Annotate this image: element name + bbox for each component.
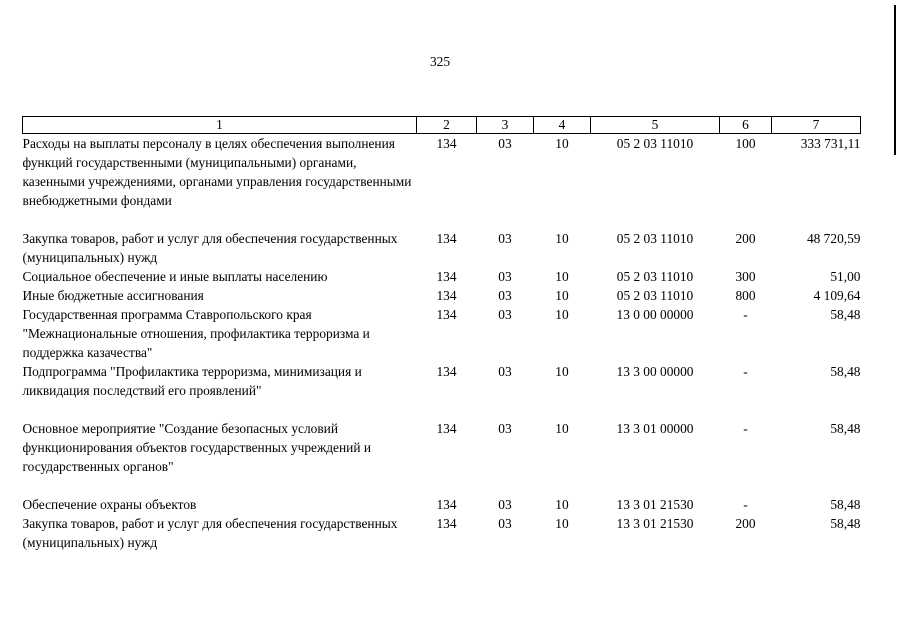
header-col-5: 5 <box>591 117 720 134</box>
table-body <box>23 134 861 553</box>
row-expense-type: 300 <box>735 269 756 284</box>
row-subsection-code: 10 <box>555 421 569 436</box>
row-ministry-code: 134 <box>436 307 457 322</box>
row-target-article: 13 3 01 21530 <box>616 497 694 512</box>
header-col-4: 4 <box>534 117 591 134</box>
row-section-code: 03 <box>498 231 512 246</box>
row-section-code: 03 <box>498 307 512 322</box>
row-expense-type: - <box>743 421 748 436</box>
row-name: Основное мероприятие "Создание безопасных условий функционирования объектов государственных учреждений и государственных органов" <box>22 421 372 474</box>
row-section-code: 03 <box>498 136 512 151</box>
row-amount: 51,00 <box>830 269 861 284</box>
row-name: Закупка товаров, работ и услуг для обеспечения государственных (муниципальных) нужд <box>22 231 398 265</box>
row-amount: 58,48 <box>830 421 861 436</box>
row-subsection-code: 10 <box>555 288 569 303</box>
row-expense-type: 100 <box>735 136 756 151</box>
row-subsection-code: 10 <box>555 516 569 531</box>
row-name: Расходы на выплаты персоналу в целях обеспечения выполнения функций государственными (муниципальными) органами, казенными учреждениями, органами управления государственными внебюджетными фондами <box>22 136 412 208</box>
table-row <box>23 305 861 362</box>
row-name: Подпрограмма "Профилактика терроризма, минимизация и ликвидация последствий его проявлений" <box>22 364 362 398</box>
table-row <box>23 267 861 286</box>
row-subsection-code: 10 <box>555 231 569 246</box>
row-name: Обеспечение охраны объектов <box>22 497 197 512</box>
row-amount: 333 731,11 <box>800 136 861 151</box>
row-section-code: 03 <box>498 497 512 512</box>
row-expense-type: 200 <box>735 231 756 246</box>
header-col-7: 7 <box>772 117 861 134</box>
table-row <box>23 419 861 476</box>
row-target-article: 13 3 01 21530 <box>616 516 694 531</box>
row-subsection-code: 10 <box>555 136 569 151</box>
row-ministry-code: 134 <box>436 364 457 379</box>
row-target-article: 05 2 03 11010 <box>616 231 694 246</box>
row-subsection-code: 10 <box>555 307 569 322</box>
row-ministry-code: 134 <box>436 421 457 436</box>
row-subsection-code: 10 <box>555 269 569 284</box>
row-name: Государственная программа Ставропольского края "Межнациональные отношения, профилактика терроризма и поддержка казачества" <box>22 307 370 360</box>
page-edge-line <box>894 5 896 155</box>
header-col-6: 6 <box>720 117 772 134</box>
row-amount: 58,48 <box>830 364 861 379</box>
row-ministry-code: 134 <box>436 288 457 303</box>
row-target-article: 13 3 01 00000 <box>616 421 694 436</box>
row-section-code: 03 <box>498 421 512 436</box>
table-row <box>23 229 861 267</box>
row-name: Закупка товаров, работ и услуг для обеспечения государственных (муниципальных) нужд <box>22 516 398 550</box>
row-expense-type: - <box>743 307 748 322</box>
row-ministry-code: 134 <box>436 231 457 246</box>
row-ministry-code: 134 <box>436 497 457 512</box>
header-col-3: 3 <box>477 117 534 134</box>
row-section-code: 03 <box>498 364 512 379</box>
row-spacer <box>23 210 861 229</box>
table-row <box>23 362 861 400</box>
row-amount: 58,48 <box>830 307 861 322</box>
table-header <box>23 117 861 134</box>
row-section-code: 03 <box>498 516 512 531</box>
row-section-code: 03 <box>498 288 512 303</box>
row-target-article: 05 2 03 11010 <box>616 288 694 303</box>
row-spacer <box>23 400 861 419</box>
table-row <box>23 514 861 552</box>
row-expense-type: 200 <box>735 516 756 531</box>
row-subsection-code: 10 <box>555 497 569 512</box>
table-row <box>23 286 861 305</box>
row-name: Иные бюджетные ассигнования <box>22 288 204 303</box>
row-target-article: 13 3 00 00000 <box>616 364 694 379</box>
row-ministry-code: 134 <box>436 516 457 531</box>
row-amount: 58,48 <box>830 516 861 531</box>
row-amount: 48 720,59 <box>806 231 861 246</box>
header-col-1: 1 <box>23 117 417 134</box>
row-name: Социальное обеспечение и иные выплаты населению <box>22 269 328 284</box>
row-section-code: 03 <box>498 269 512 284</box>
budget-table <box>22 116 861 552</box>
row-expense-type: - <box>743 497 748 512</box>
row-subsection-code: 10 <box>555 364 569 379</box>
table-row <box>23 495 861 514</box>
row-ministry-code: 134 <box>436 136 457 151</box>
row-spacer <box>23 476 861 495</box>
header-row <box>23 117 861 134</box>
row-amount: 4 109,64 <box>813 288 861 303</box>
row-target-article: 05 2 03 11010 <box>616 269 694 284</box>
row-expense-type: 800 <box>735 288 756 303</box>
row-amount: 58,48 <box>830 497 861 512</box>
header-col-2: 2 <box>417 117 477 134</box>
page-number: 325 <box>429 54 451 69</box>
table-row <box>23 134 861 211</box>
row-expense-type: - <box>743 364 748 379</box>
row-ministry-code: 134 <box>436 269 457 284</box>
row-target-article: 13 0 00 00000 <box>616 307 694 322</box>
row-target-article: 05 2 03 11010 <box>616 136 694 151</box>
